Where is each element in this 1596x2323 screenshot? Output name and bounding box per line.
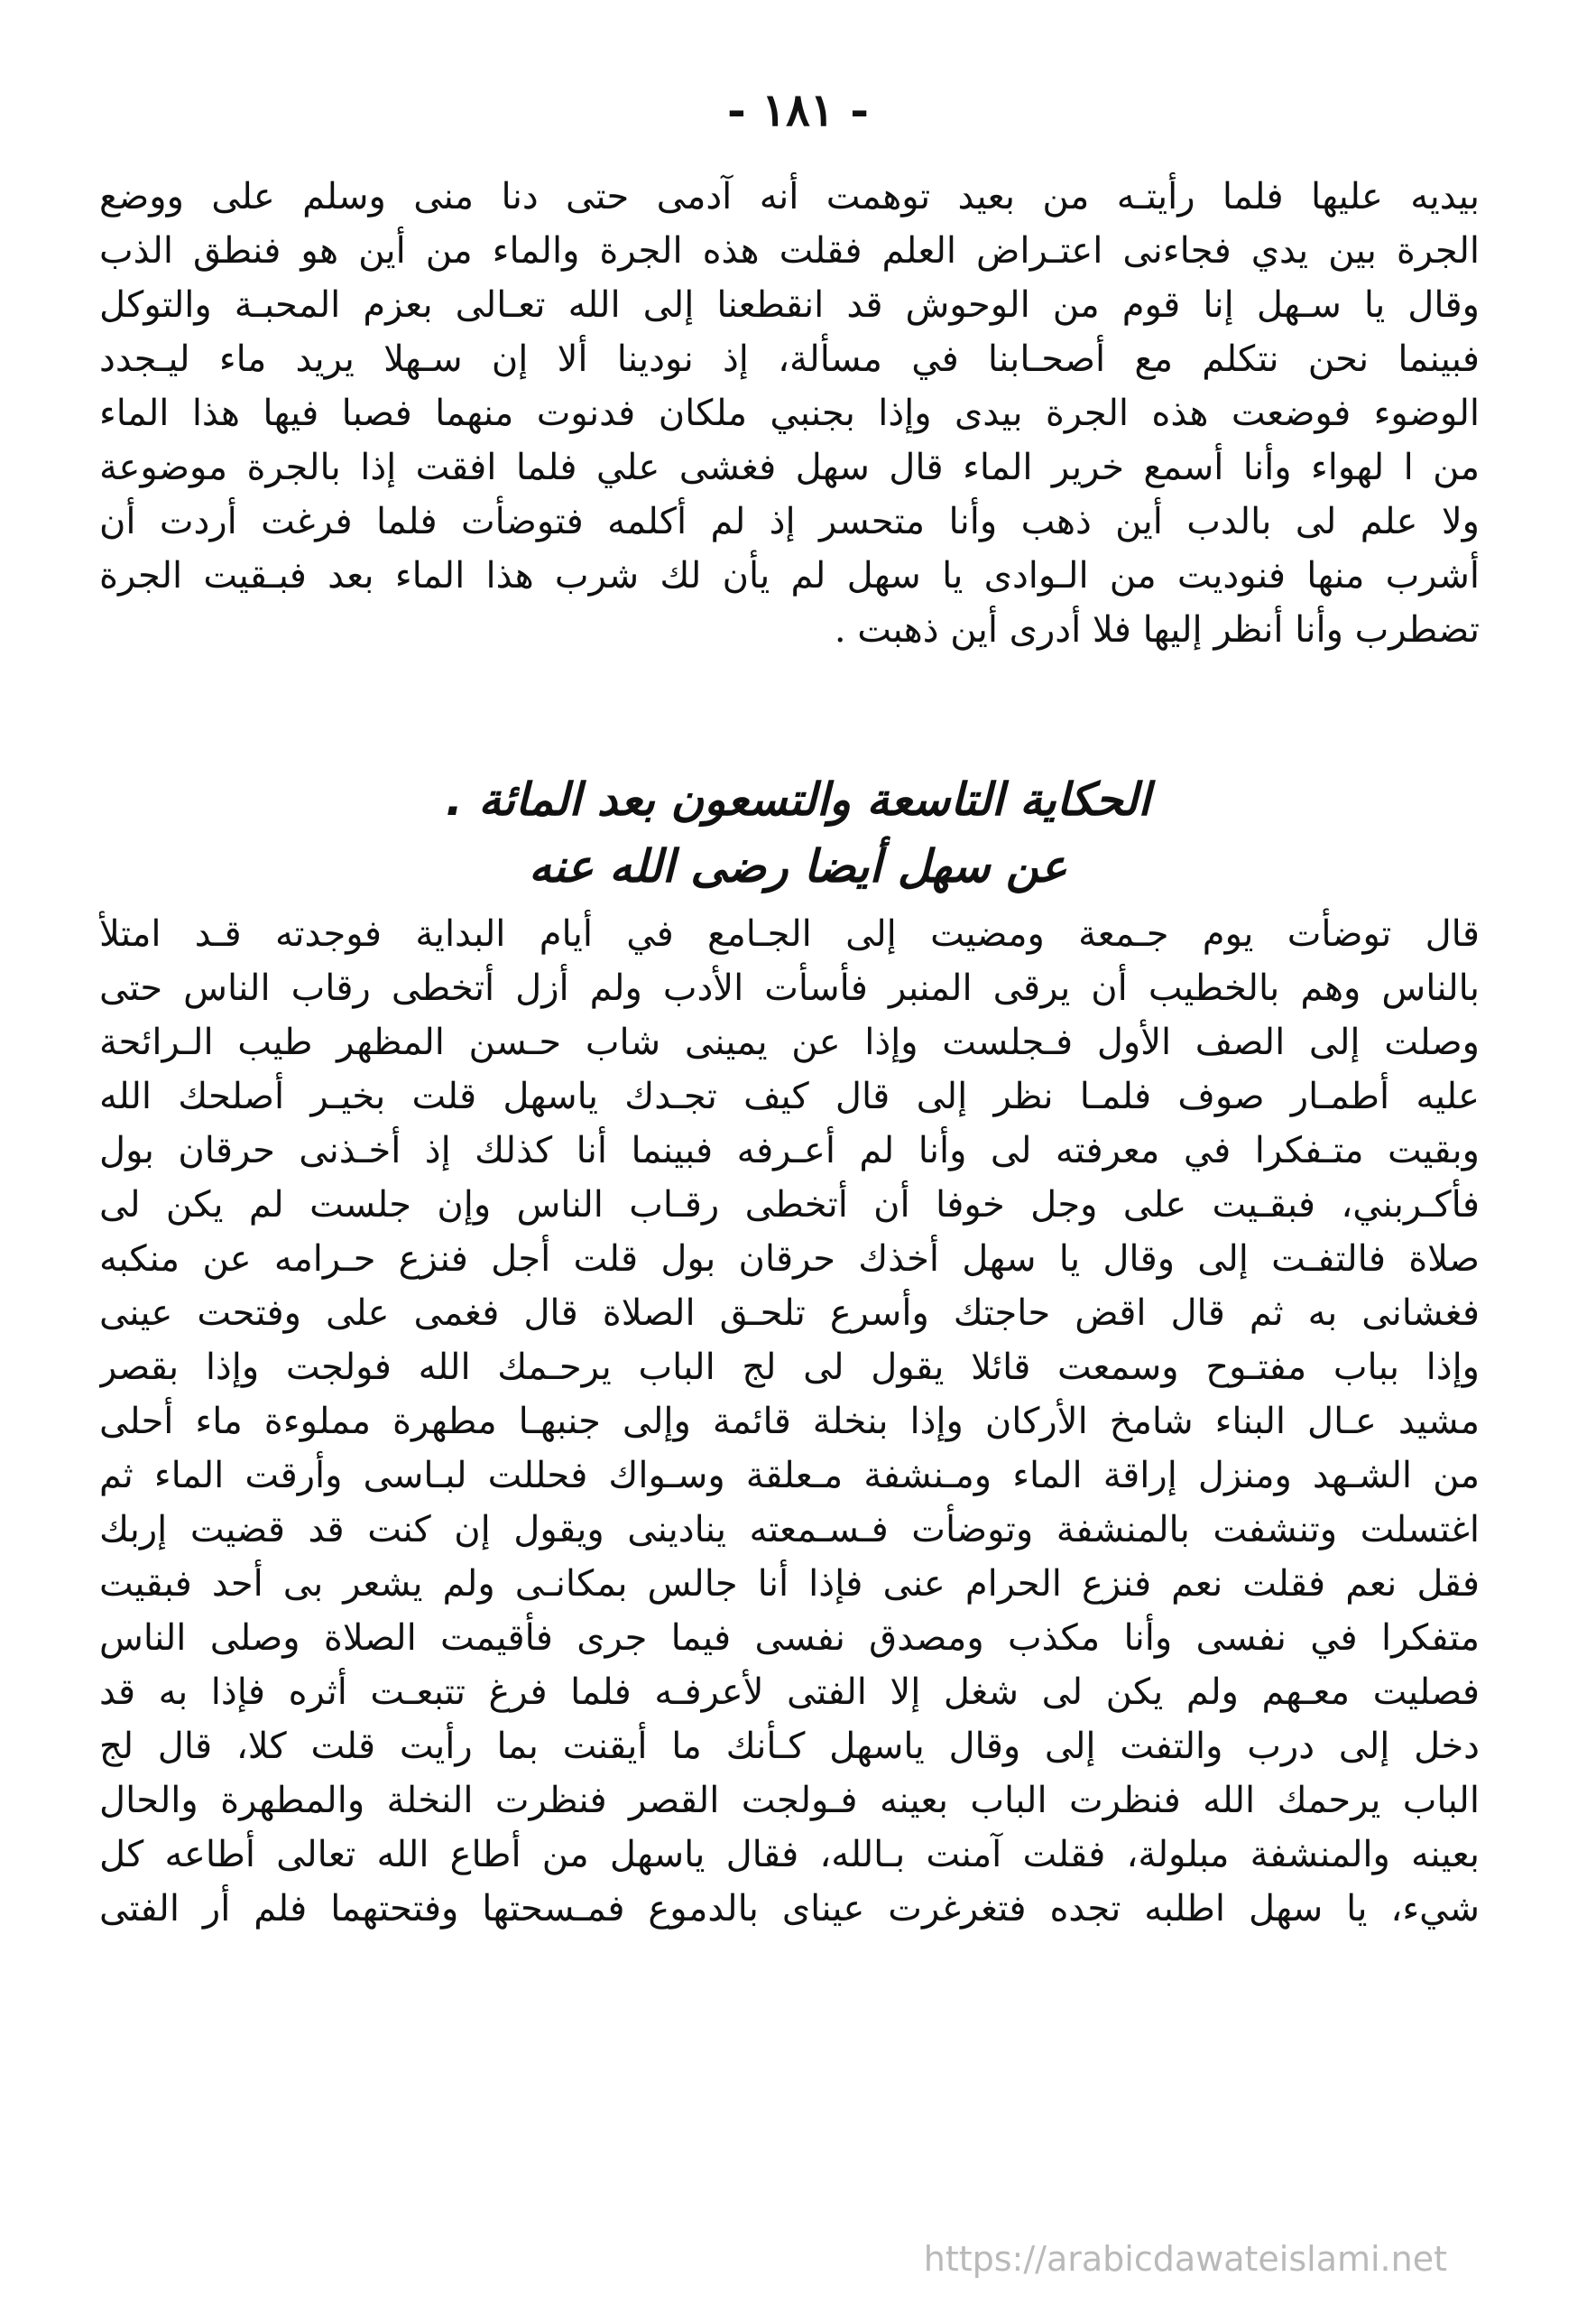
text-line: شيء، يا سهل اطلبه تجده فتغرغرت عيناى بالدموع فمـسحتها وفتحتهما فلم أر الفتى xyxy=(99,1888,1480,1930)
text-line: فغشانى به ثم قال اقض حاجتك وأسرع تلحـق الصلاة قال فغمى على وفتحت عينى xyxy=(99,1292,1480,1334)
paragraph-story-body xyxy=(99,907,1480,1936)
text-line: من الشـهد ومنزل إراقة الماء ومـنشفة مـعلقة وسـواك فحللت لبـاسى وأرقت الماء ثم xyxy=(99,1455,1480,1496)
text-line: بالناس وهم بالخطيب أن يرقى المنبر فأسأت الأدب ولم أزل أتخطى رقاب الناس حتى xyxy=(99,967,1480,1009)
text-line: فصليت معـهم ولم يكن لى شغل إلا الفتى لأعرفـه فلما فرغ تتبعـت أثره فإذا به قد xyxy=(99,1671,1480,1713)
text-line: بيديه عليها فلما رأيتـه من بعيد توهمت أنه آدمى حتى دنا منى وسلم على ووضع xyxy=(99,176,1480,217)
text-line: عليه أطمـار صوف فلمـا نظر إلى قال كيف تجـدك ياسهل قلت بخيـر أصلحك الله xyxy=(99,1076,1480,1117)
text-line: تضطرب وأنا أنظر إليها فلا أدرى أين ذهبت . xyxy=(834,609,1480,651)
section-subheading: عن سهل أيضا رضى الله عنه xyxy=(529,840,1067,893)
watermark-url: https://arabicdawateislami.net xyxy=(923,2239,1447,2279)
text-line: قال توضأت يوم جـمعة ومضيت إلى الجـامع في أيام البداية فوجدته قـد امتلأ xyxy=(99,913,1480,955)
text-line: الجرة بين يدي فجاءنى اعتـراض العلم فقلت هذه الجرة والماء من أين هو فنطق الذب xyxy=(99,230,1480,272)
text-line: ولا علم لى بالدب أين ذهب وأنا متحسر إذ لم أكلمه فتوضأت فلما فرغت أردت أن xyxy=(99,501,1480,542)
text-line: وصلت إلى الصف الأول فـجلست وإذا عن يمينى شاب حـسن المظهر طيب الـرائحة xyxy=(99,1022,1480,1063)
text-line: الوضوء فوضعت هذه الجرة بيدى وإذا بجنبي ملكان فدنوت منهما فصبا فيها هذا الماء xyxy=(99,393,1480,434)
text-line: صلاة فالتفـت إلى وقال يا سهل أخذك حرقان بول قلت أجل فنزع حـرامه عن منكبه xyxy=(99,1238,1480,1280)
text-line: أشرب منها فنوديت من الـوادى يا سهل لم يأن لك شرب هذا الماء بعد فبـقيت الجرة xyxy=(99,555,1480,597)
text-line: بعينه والمنشفة مبلولة، فقلت آمنت بـالله، فقال ياسهل من أطاع الله تعالى أطاعه كل xyxy=(99,1834,1480,1875)
text-line: وبقيت متـفكرا في معرفته لى وأنا لم أعـرفه فبينما أنا كذلك إذ أخـذنى حرقان بول xyxy=(99,1130,1480,1171)
text-line: متفكرا في نفسى وأنا مكذب ومصدق نفسى فيما جرى فأقيمت الصلاة وصلى الناس xyxy=(99,1617,1480,1659)
text-line: الباب يرحمك الله فنظرت الباب بعينه فـولجت القصر فنظرت النخلة والمطهرة والحال xyxy=(99,1780,1480,1821)
text-line: فأكـربني، فبقـيت على وجل خوفا أن أتخطى رقـاب الناس وإن جلست لم يكن لى xyxy=(99,1184,1480,1226)
text-line: وإذا بباب مفتـوح وسمعت قائلا يقول لى لج الباب يرحـمك الله فولجت وإذا بقصر xyxy=(99,1347,1480,1388)
section-heading: الحكاية التاسعة والتسعون بعد المائة . xyxy=(445,773,1151,826)
text-line: فبينما نحن نتكلم مع أصحـابنا في مسألة، إذ نودينا ألا إن سـهلا يريد ماء ليـجدد xyxy=(99,338,1480,380)
page-number: - ١٨١ - xyxy=(727,83,869,136)
text-line: دخل إلى درب والتفت إلى وقال ياسهل كـأنك ما أيقنت بما رأيت قلت كلا، قال لج xyxy=(99,1726,1480,1767)
text-line: من ا لهواء وأنا أسمع خرير الماء قال سهل فغشى علي فلما افقت إذا بالجرة موضوعة xyxy=(99,447,1480,488)
text-line: مشيد عـال البناء شامخ الأركان وإذا بنخلة قائمة وإلى جنبهـا مطهرة مملوءة ماء أحلى xyxy=(99,1401,1480,1442)
paragraph-story-end xyxy=(99,170,1480,657)
text-line: فقل نعم فقلت نعم فنزع الحرام عنى فإذا أنا جالس بمكانـى ولم يشعر بى أحد فبقيت xyxy=(99,1563,1480,1605)
text-line: اغتسلت وتنشفت بالمنشفة وتوضأت فـسـمعته ينادينى ويقول إن كنت قد قضيت إربك xyxy=(99,1509,1480,1550)
text-line: وقال يا سـهل إنا قوم من الوحوش قد انقطعنا إلى الله تعـالى بعزم المحبـة والتوكل xyxy=(99,284,1480,326)
